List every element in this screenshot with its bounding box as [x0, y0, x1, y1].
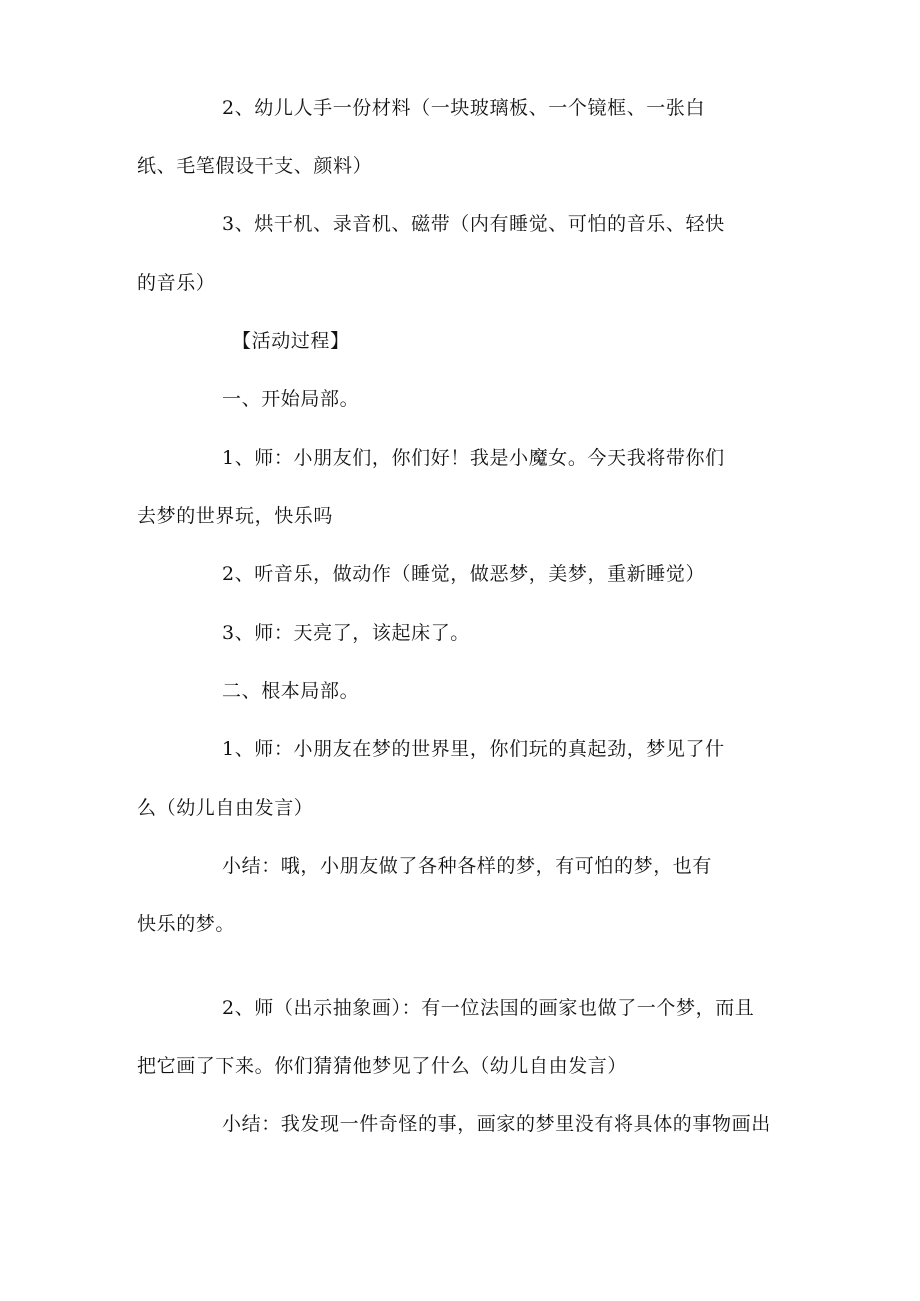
paragraph-line: 2、幼儿人手一份材料（一块玻璃板、一个镜框、一张白: [222, 97, 706, 119]
paragraph-line: 小结：我发现一件奇怪的事，画家的梦里没有将具体的事物画出: [222, 1113, 771, 1135]
paragraph-line: 3、师：天亮了，该起床了。: [222, 622, 470, 644]
paragraph-line: 2、听音乐，做动作（睡觉，做恶梦，美梦，重新睡觉）: [222, 563, 706, 585]
paragraph-line: 去梦的世界玩，快乐吗: [137, 505, 334, 527]
paragraph-line: 3、烘干机、录音机、磁带（内有睡觉、可怕的音乐、轻快: [222, 213, 725, 235]
paragraph-line: 小结：哦，小朋友做了各种各样的梦，有可怕的梦，也有: [222, 855, 713, 877]
section-heading: 【活动过程】: [232, 330, 350, 352]
section-heading: 二、根本局部。: [222, 680, 360, 702]
paragraph-line: 么（幼儿自由发言）: [137, 797, 314, 819]
paragraph-line: 1、师：小朋友们，你们好！我是小魔女。今天我将带你们: [222, 447, 725, 469]
paragraph-line: 纸、毛笔假设干支、颜料）: [137, 155, 373, 177]
paragraph-line: 的音乐）: [137, 272, 216, 294]
paragraph-line: 2、师（出示抽象画）：有一位法国的画家也做了一个梦，而且: [222, 997, 755, 1019]
paragraph-line: 1、师：小朋友在梦的世界里，你们玩的真起劲，梦见了什: [222, 738, 725, 760]
paragraph-line: 快乐的梦。: [137, 913, 236, 935]
section-heading: 一、开始局部。: [222, 388, 360, 410]
paragraph-line: 把它画了下来。你们猜猜他梦见了什么（幼儿自由发言）: [137, 1055, 628, 1077]
